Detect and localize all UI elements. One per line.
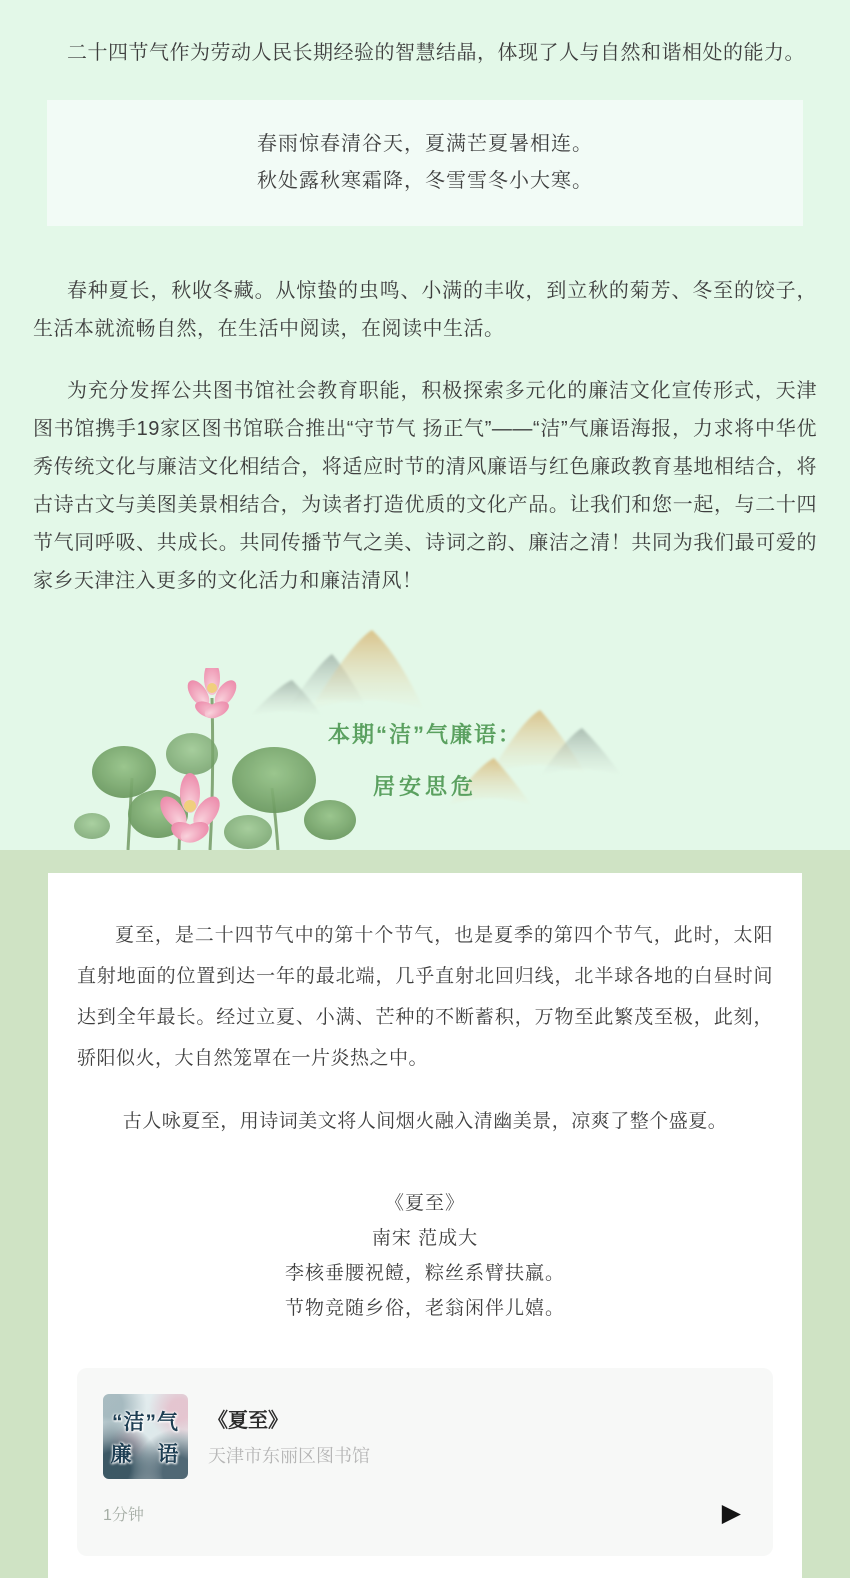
feature-motto-block [0,624,850,802]
thumbnail-caption [103,1394,188,1479]
poem-line: 节物竞随乡俗，老翁闲伴儿嬉。 [284,1298,565,1319]
audio-meta [208,1394,370,1468]
xiazhi-poem [77,1186,773,1326]
audio-duration: 1分钟 [103,1507,144,1524]
summer-paragraph-2: 古人咏夏至，用诗词美文将人间烟火融入清幽美景，凉爽了整个盛夏。 [122,1111,728,1132]
decorative-banner [0,624,850,850]
poem-line: 秋处露秋寒霜降，冬雪雪冬小大寒。 [257,170,593,192]
summer-paragraph-1: 夏至，是二十四节气中的第十个节气，也是夏季的第四个节气，此时，太阳直射地面的位置到达一年的最北端，几乎直射北回归线，北半球各地的白昼时间达到全年最长。经过立夏、小满、芒种的不断蓄积，万物至此繁茂至极，此刻，骄阳似火，大自然笼罩在一片炎热之中。 [77,925,773,1069]
poem-line: 李核垂腰祝饐，粽丝系臂扶羸。 [284,1263,565,1284]
intro-paragraph-3: 为充分发挥公共图书馆社会教育职能，积极探索多元化的廉洁文化宣传形式，天津图书馆携手19家区图书馆联合推出“守节气 扬正气”——“洁”气廉语海报，力求将中华优秀传统文化与廉洁文化相结合，将适应时节的清风廉语与红色廉政教育基地相结合，将古诗古文与美图美景相结合，为读者打造优质的文化产品。让我们和您一起，与二十四节气同呼吸、共成长。共同传播节气之美、诗词之韵、廉洁之清！共同为我们最可爱的家乡天津注入更多的文化活力和廉洁清风！ [33,380,817,592]
feature-label: 本期“洁”气廉语： [327,722,522,747]
audio-title: 《夏至》 [208,1410,288,1432]
audio-controls-row [103,1501,747,1526]
feature-motto: 居安思危 [372,774,477,799]
solar-terms-poem-box [47,100,803,226]
audio-info-row [103,1394,747,1479]
audio-source: 天津市东丽区图书馆 [208,1446,370,1466]
thumbnail-text-line: 廉 语 [110,1442,181,1466]
poem-author: 南宋 范成大 [371,1228,479,1249]
audio-player-card[interactable] [77,1368,773,1556]
summer-solstice-section [0,850,850,1578]
audio-thumbnail [103,1394,188,1479]
intro-paragraph-2: 春种夏长，秋收冬藏。从惊蛰的虫鸣、小满的丰收，到立秋的菊芳、冬至的饺子，生活本就流畅自然，在生活中阅读，在阅读中生活。 [33,280,817,340]
poem-title: 《夏至》 [384,1193,465,1214]
thumbnail-text-line: “洁”气 [112,1410,179,1434]
play-button[interactable]: ▶ [721,1499,741,1527]
intro-paragraph-1: 二十四节气作为劳动人民长期经验的智慧结晶，体现了人与自然和谐相处的能力。 [67,42,805,64]
content-card [48,873,802,1578]
poem-line: 春雨惊春清谷天，夏满芒夏暑相连。 [257,133,593,155]
